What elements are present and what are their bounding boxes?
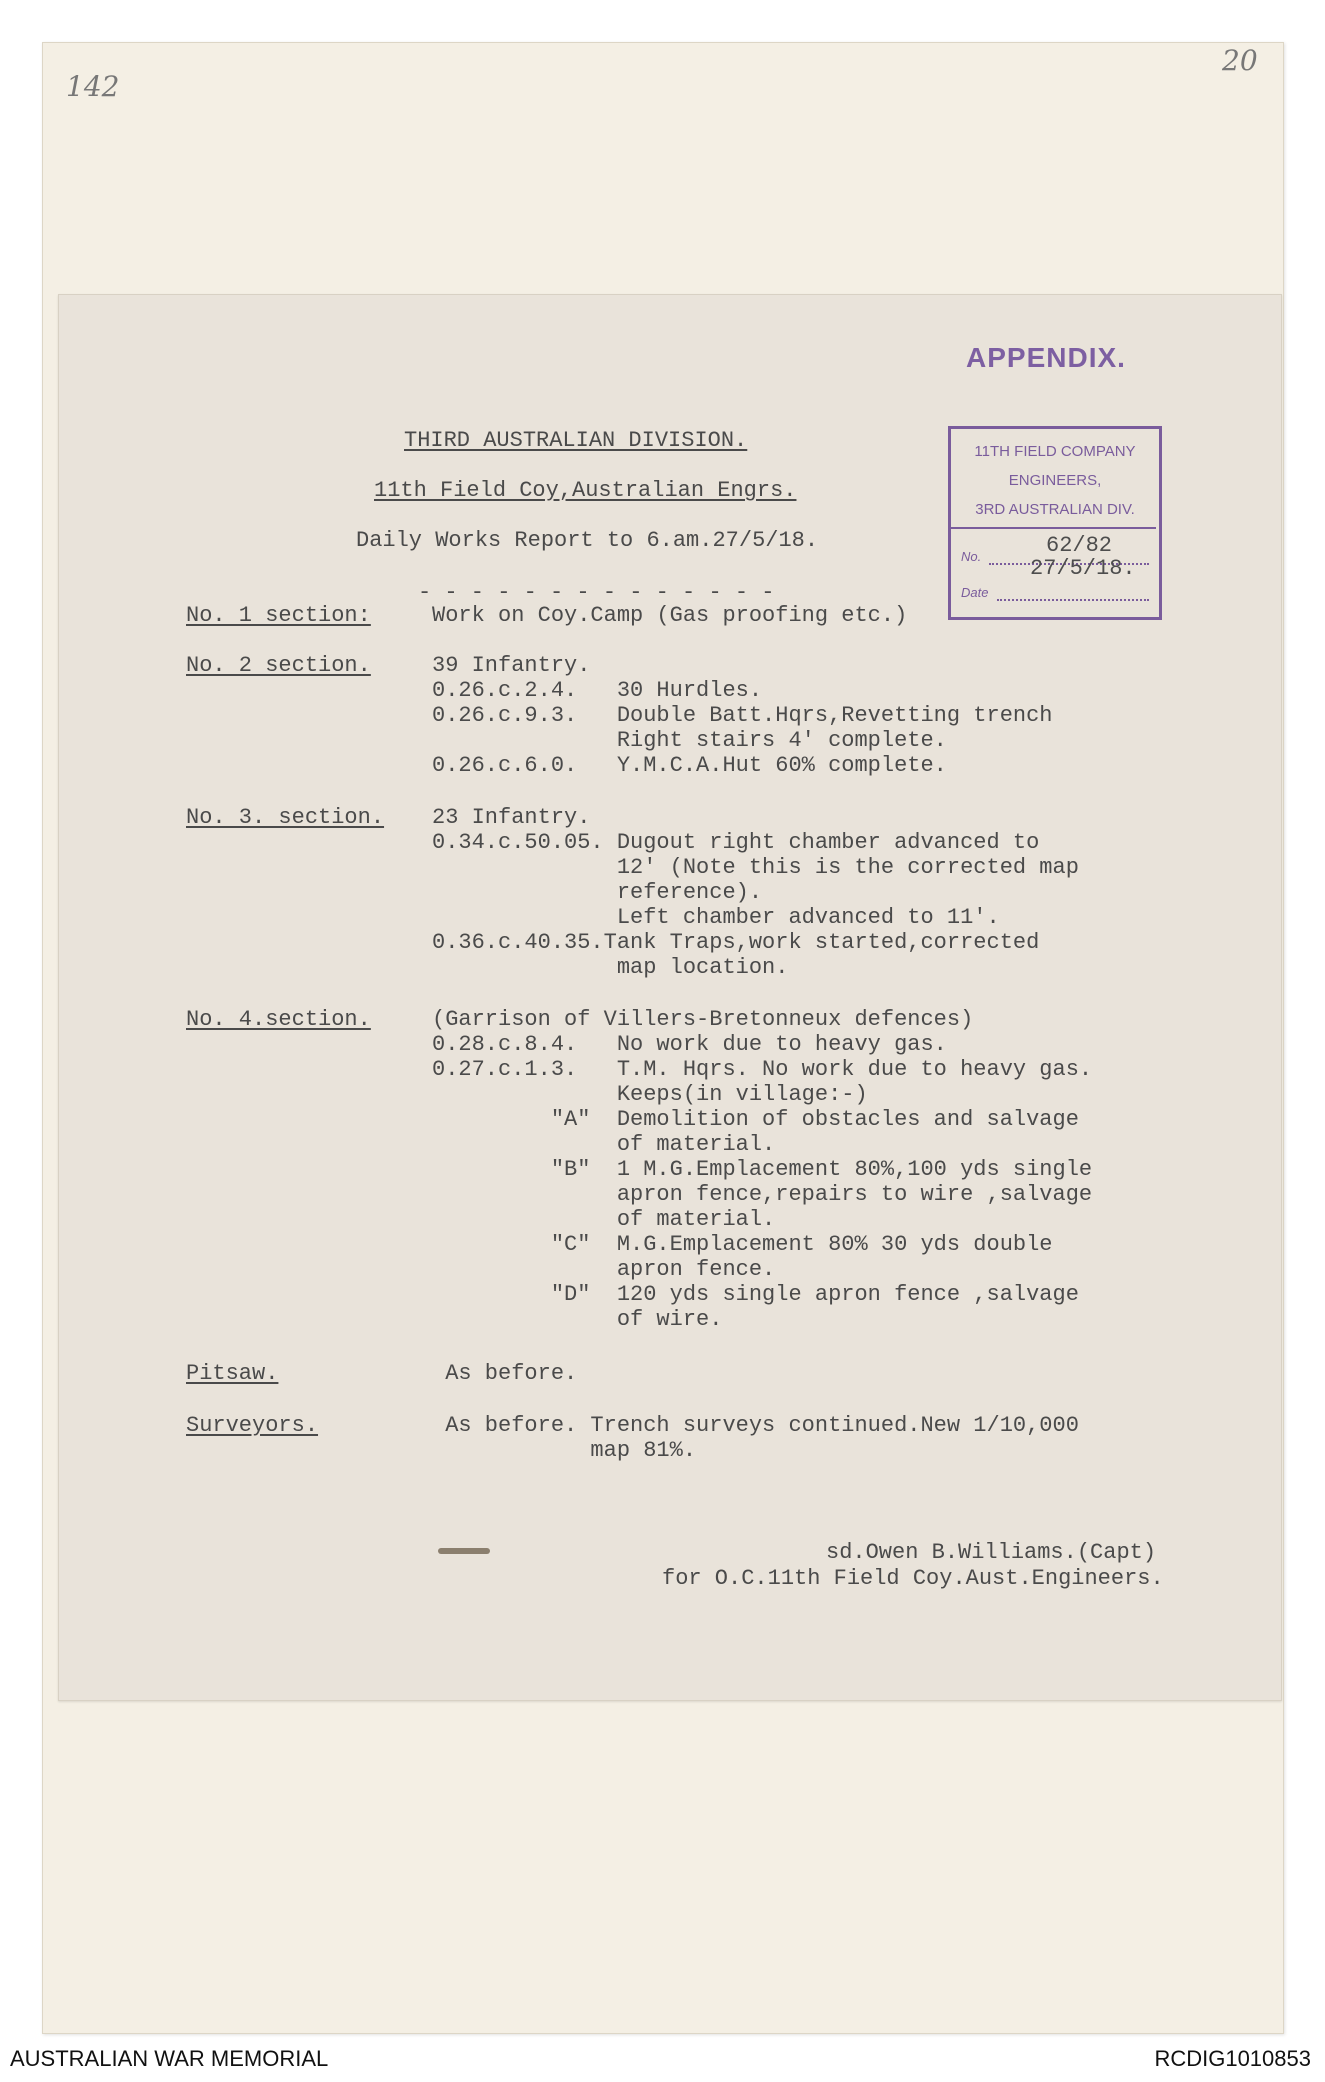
section-4-line-13: of wire. <box>432 1307 723 1332</box>
unit-rubber-stamp <box>948 426 1162 620</box>
section-2-line-1: 39 Infantry. <box>432 653 591 678</box>
surveyors-line-2: map 81%. <box>432 1438 697 1463</box>
section-4-line-9: of material. <box>432 1207 776 1232</box>
section-2-line-3: 0.26.c.9.3. Double Batt.Hqrs,Revetting trench <box>432 703 1053 728</box>
section-2-line-4: Right stairs 4' complete. <box>432 728 947 753</box>
surveyors-label: Surveyors. <box>186 1413 319 1438</box>
section-4-line-10: "C" M.G.Emplacement 80% 30 yds double <box>432 1232 1053 1257</box>
section-3-label: No. 3. section. <box>186 805 385 830</box>
section-3-line-3: 12' (Note this is the corrected map <box>432 855 1079 880</box>
report-title: Daily Works Report to 6.am.27/5/18. <box>356 528 819 553</box>
pitsaw-label: Pitsaw. <box>186 1361 279 1386</box>
section-4-line-8: apron fence,repairs to wire ,salvage <box>432 1182 1093 1207</box>
signature-line-1: sd.Owen B.Williams.(Capt) <box>826 1540 1157 1565</box>
pitsaw-line-1: As before. <box>432 1361 578 1386</box>
section-4-line-2: 0.28.c.8.4. No work due to heavy gas. <box>432 1032 947 1057</box>
section-2-line-5: 0.26.c.6.0. Y.M.C.A.Hut 60% complete. <box>432 753 947 778</box>
stamp-line-1: 11TH FIELD COMPANY <box>974 443 1136 460</box>
stamp-divider <box>948 527 1156 529</box>
footer-right-id: RCDIG1010853 <box>1154 2046 1311 2071</box>
stamp-line-2: ENGINEERS, <box>1008 472 1102 489</box>
section-4-line-3: 0.27.c.1.3. T.M. Hqrs. No work due to heavy gas. <box>432 1057 1093 1082</box>
section-3-line-2: 0.34.c.50.05. Dugout right chamber advanced to <box>432 830 1040 855</box>
division-heading: THIRD AUSTRALIAN DIVISION. <box>404 428 748 453</box>
handwritten-folio-right: 20 <box>1222 44 1258 77</box>
section-4-line-5: "A" Demolition of obstacles and salvage <box>432 1107 1079 1132</box>
section-3-line-5: Left chamber advanced to 11'. <box>432 905 1000 930</box>
header-divider: - - - - - - - - - - - - - - <box>418 580 775 605</box>
stamp-number-value: 62/82 <box>1046 533 1113 558</box>
section-2-label: No. 2 section. <box>186 653 371 678</box>
company-heading: 11th Field Coy,Australian Engrs. <box>374 478 797 503</box>
section-4-label: No. 4.section. <box>186 1007 371 1032</box>
stamp-date-value: 27/5/18. <box>1030 556 1136 581</box>
section-4-line-6: of material. <box>432 1132 776 1157</box>
stamp-no-label: No. <box>961 549 982 564</box>
footer-left-credit: AUSTRALIAN WAR MEMORIAL <box>10 2046 329 2071</box>
section-3-line-6: 0.36.c.40.35.Tank Traps,work started,corrected <box>432 930 1040 955</box>
section-1-label: No. 1 section: <box>186 603 371 628</box>
section-4-line-4: Keeps(in village:-) <box>432 1082 868 1107</box>
section-4-line-7: "B" 1 M.G.Emplacement 80%,100 yds single <box>432 1157 1093 1182</box>
signature-line-2: for O.C.11th Field Coy.Aust.Engineers. <box>662 1566 1164 1591</box>
stamp-date-label: Date <box>961 585 989 600</box>
section-3-line-1: 23 Infantry. <box>432 805 591 830</box>
surveyors-line-1: As before. Trench surveys continued.New 1/10,000 <box>432 1413 1079 1438</box>
stamp-line-3: 3RD AUSTRALIAN DIV. <box>975 501 1135 518</box>
ink-smudge <box>438 1548 490 1554</box>
section-4-line-1: (Garrison of Villers-Bretonneux defences) <box>432 1007 974 1032</box>
section-3-line-4: reference). <box>432 880 763 905</box>
section-4-line-12: "D" 120 yds single apron fence ,salvage <box>432 1282 1079 1307</box>
appendix-stamp: APPENDIX. <box>966 342 1126 373</box>
handwritten-folio-left: 142 <box>66 70 120 103</box>
stamp-date-dotted-line <box>997 599 1149 601</box>
section-1-line-1: Work on Coy.Camp (Gas proofing etc.) <box>432 603 908 628</box>
section-3-line-7: map location. <box>432 955 789 980</box>
section-4-line-11: apron fence. <box>432 1257 776 1282</box>
section-2-line-2: 0.26.c.2.4. 30 Hurdles. <box>432 678 763 703</box>
